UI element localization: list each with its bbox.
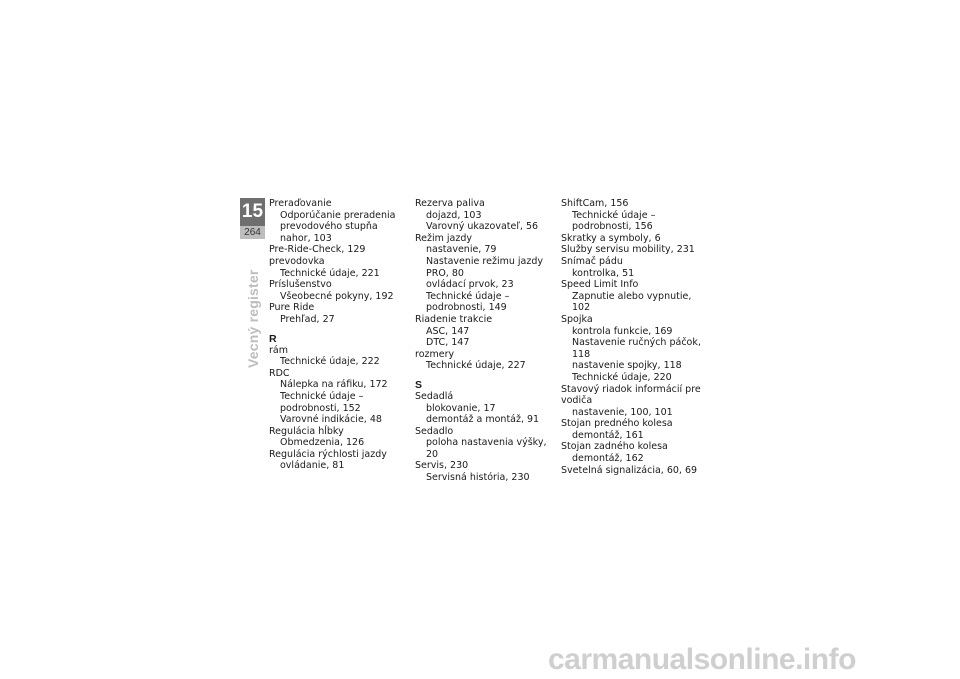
index-entry <box>415 460 555 483</box>
index-subentry: Technické údaje, 220 <box>572 371 672 383</box>
index-subentry: demontáž a montáž, 91 <box>426 414 540 426</box>
index-term: Regulácia hĺbky <box>269 425 344 437</box>
section-letter: S <box>415 378 423 391</box>
index-entry <box>269 302 409 325</box>
index-subentry: ovládací prvok, 23 <box>426 279 514 291</box>
index-entry <box>561 384 701 419</box>
index-subentry: Technické údaje, 222 <box>280 356 380 368</box>
index-term: RDC <box>269 367 290 379</box>
index-subentry: Technické údaje – podrobnosti, 152 <box>280 390 364 414</box>
index-term: Preraďovanie <box>269 198 332 209</box>
index-entry <box>269 256 409 279</box>
index-term: Stavový riadok informácií pre vodiča <box>561 383 701 407</box>
index-subentry: Všeobecné pokyny, 192 <box>280 290 394 302</box>
index-term: rám <box>269 344 288 356</box>
index-term: Svetelná signalizácia, 60, 69 <box>561 464 698 476</box>
index-subentry: Nastavenie ručných páčok, 118 <box>572 337 701 360</box>
index-term: Riadenie trakcie <box>415 313 493 325</box>
index-term: Stojan zadného kolesa <box>561 441 668 453</box>
index-term: Rezerva paliva <box>415 198 485 209</box>
index-column-2 <box>415 198 555 484</box>
index-entry <box>269 449 409 472</box>
page-number: 264 <box>240 226 265 239</box>
index-term: Pure Ride <box>269 302 315 314</box>
index-entry <box>269 244 409 256</box>
index-subentry: Technické údaje – podrobnosti, 156 <box>572 209 656 233</box>
index-term: Stojan predného kolesa <box>561 418 673 430</box>
index-subentry: dojazd, 103 <box>426 209 482 221</box>
side-title: Vecný register <box>245 269 261 368</box>
index-entry <box>269 426 409 449</box>
index-subentry: Technické údaje – podrobnosti, 149 <box>426 290 510 314</box>
index-entry <box>561 233 701 245</box>
index-subentry: Varovné indikácie, 48 <box>280 414 382 426</box>
index-entry <box>415 198 555 233</box>
index-subentry: nastavenie, 100, 101 <box>572 406 673 418</box>
index-entry <box>269 345 409 368</box>
index-term: Regulácia rýchlosti jazdy <box>269 448 387 460</box>
index-entry <box>561 198 701 233</box>
index-term: Sedadlo <box>415 425 454 437</box>
index-entry <box>269 198 409 244</box>
index-subentry: Servisná história, 230 <box>426 472 530 484</box>
index-term: Služby servisu mobility, 231 <box>561 244 695 256</box>
index-subentry: Technické údaje, 227 <box>426 360 526 372</box>
index-subentry: nastavenie, 79 <box>426 244 497 256</box>
index-subentry: Obmedzenia, 126 <box>280 437 365 449</box>
index-entry <box>415 349 555 372</box>
section-letter: R <box>269 332 277 345</box>
index-subentry: Nastavenie režimu jazdy PRO, 80 <box>426 255 543 279</box>
index-subentry: Prehľad, 27 <box>280 313 335 325</box>
index-entry <box>269 368 409 426</box>
index-term: Sedadlá <box>415 390 454 402</box>
index-entry <box>561 465 701 477</box>
index-term: Snímač pádu <box>561 255 623 267</box>
index-term: ShiftCam, 156 <box>561 198 629 209</box>
index-subentry: poloha nastavenia výšky, 20 <box>426 437 547 460</box>
index-column-3 <box>561 198 701 476</box>
index-subentry: ovládanie, 81 <box>280 460 345 472</box>
watermark: carmanualsonline.info <box>548 643 856 676</box>
index-column-1 <box>269 198 409 472</box>
index-subentry: Zapnutie alebo vypnutie, 102 <box>572 290 692 314</box>
index-entry <box>561 418 701 441</box>
index-subentry: Nálepka na ráfiku, 172 <box>280 379 388 391</box>
chapter-number: 15 <box>240 198 265 226</box>
index-subentry: DTC, 147 <box>426 337 470 349</box>
index-entry <box>561 244 701 256</box>
index-subentry: nastavenie spojky, 118 <box>572 360 682 372</box>
index-subentry: demontáž, 162 <box>572 453 644 465</box>
index-entry <box>415 233 555 314</box>
index-entry <box>561 314 701 384</box>
index-entry <box>561 279 701 314</box>
index-entry <box>269 279 409 302</box>
index-subentry: demontáž, 161 <box>572 429 644 441</box>
index-entry <box>561 256 701 279</box>
index-subentry: Technické údaje, 221 <box>280 267 380 279</box>
index-entry <box>415 391 555 426</box>
index-term: Servis, 230 <box>415 460 469 472</box>
index-term: Spojka <box>561 313 593 325</box>
index-entry <box>415 426 555 461</box>
index-term: Režim jazdy <box>415 232 473 244</box>
index-term: Skratky a symboly, 6 <box>561 232 661 244</box>
index-subentry: Odporúčanie preradenia prevodového stupňa nahor, 103 <box>280 209 396 244</box>
index-subentry: blokovanie, 17 <box>426 402 496 414</box>
index-subentry: ASC, 147 <box>426 325 470 337</box>
index-entry <box>561 441 701 464</box>
index-entry <box>415 314 555 349</box>
index-term: prevodovka <box>269 255 325 267</box>
index-term: rozmery <box>415 348 455 360</box>
index-subentry: kontrolka, 51 <box>572 267 635 279</box>
index-term: Pre-Ride-Check, 129 <box>269 244 366 256</box>
index-term: Speed Limit Info <box>561 279 639 291</box>
index-subentry: kontrola funkcie, 169 <box>572 325 673 337</box>
index-term: Príslušenstvo <box>269 279 332 291</box>
index-subentry: Varovný ukazovateľ, 56 <box>426 221 539 233</box>
